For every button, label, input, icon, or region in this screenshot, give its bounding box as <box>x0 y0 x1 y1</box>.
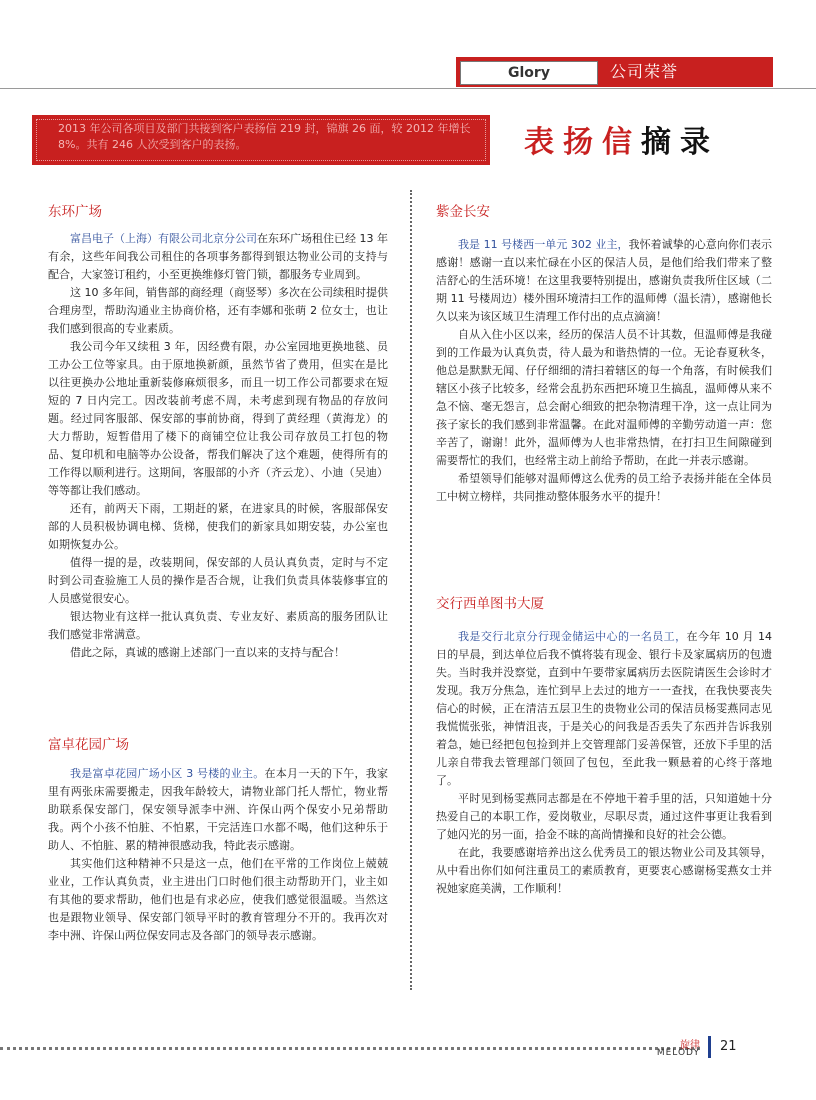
page-number: 21 <box>720 1039 737 1054</box>
section-heading-fuzhuo: 富卓花园广场 <box>48 737 129 753</box>
paragraph: 平时见到杨雯燕同志都是在不停地干着手里的活，只知道她十分热爱自己的本职工作，爱岗敬业，尽职尽责，通过这件事更让我看到了她闪光的另一面，拾金不昧的高尚情操和良好的社会公德。 <box>436 792 772 841</box>
paragraph <box>48 765 388 855</box>
section-body-jiaohang <box>436 628 772 898</box>
paragraph <box>436 236 772 326</box>
section-body-fuzhuo <box>48 765 388 945</box>
page-title <box>524 117 719 161</box>
paragraph: 自从入住小区以来，经历的保洁人员不计其数，但温师傅是我碰到的工作最为认真负责，待人最为和谐热情的一位。无论春夏秋冬，他总是默默无闻、仔仔细细的清扫着辖区的每一个角落，有时候我们辖区小孩子比较多，经常会乱扔东西把环境卫生搞乱，温师傅从来不急不恼、毫无怨言，总会耐心细致的把杂物清理干净，这一点让同为孩子家长的我们感到非常温馨。在此对温师傅的辛勤劳动道一声：您辛苦了，谢谢！此外，温师傅为人也非常热情，在打扫卫生间隙碰到需要帮忙的我们，也经常主动上前给予帮助，在此一并表示感谢。 <box>436 328 772 467</box>
page-title-red: 表扬信 <box>524 125 641 160</box>
letter-author: 我是富卓花园广场小区 3 号楼的业主。 <box>70 767 265 780</box>
paragraph: 在此，我要感谢培养出这么优秀员工的银达物业公司及其领导，从中看出你们如何注重员工的素质教育，更要衷心感谢杨雯燕女士并祝她家庭美满，工作顺利！ <box>436 846 772 895</box>
section-body-donghuan <box>48 230 388 662</box>
footer-rule <box>0 1047 700 1050</box>
magazine-logo-en: MELODY <box>656 1048 700 1058</box>
footer-bar <box>708 1036 711 1058</box>
paragraph-text: 我怀着诚挚的心意向你们表示感谢！感谢一直以来忙碌在小区的保洁人员，是他们给我们带来了整洁舒心的生活环境！在这里我要特别提出，感谢负责我所住区域（二期 11 号楼周边）楼外围环境清扫工作的温师傅（温长清），感谢他长久以来为该区域卫生清理工作付出的点点滴滴！ <box>436 238 772 323</box>
paragraph: 其实他们这种精神不只是这一点，他们在平常的工作岗位上兢兢业业，工作认真负责，业主进出门口时他们很主动帮助开门，业主如有其他的要求帮助，他们也是有求必应，使我们感觉很温暖。当然这也是跟物业领导、保安部门领导平时的教育管理分不开的。我再次对李中洲、许保山两位保安同志及各部门的领导表示感谢。 <box>48 857 388 942</box>
page-title-black: 摘录 <box>641 125 719 160</box>
paragraph: 值得一提的是，改装期间，保安部的人员认真负责，定时与不定时到公司查验施工人员的操作是否合规，让我们负责具体装修事宜的人员感觉很安心。 <box>48 556 388 605</box>
paragraph: 借此之际，真诚的感谢上述部门一直以来的支持与配合！ <box>70 646 345 659</box>
section-body-zijin <box>436 236 772 506</box>
letter-author: 我是交行北京分行现金储运中心的一名员工， <box>458 630 687 643</box>
paragraph <box>48 230 388 284</box>
section-heading-jiaohang: 交行西单图书大厦 <box>436 596 544 612</box>
letter-author: 我是 11 号楼西一单元 302 业主， <box>458 238 629 251</box>
paragraph: 希望领导们能够对温师傅这么优秀的员工给予表扬并能在全体员工中树立榜样，共同推动整体服务水平的提升！ <box>436 472 772 503</box>
header-tag-en: Glory <box>460 61 598 85</box>
magazine-logo-cn: 旋律 <box>680 1040 700 1051</box>
paragraph-text: 在东环广场租住已经 13 年有余，这些年间我公司租住的各项事务都得到银达物业公司的支持与配合，大家签订租约，小至更换维修灯管门锁，都服务专业周到。 <box>48 232 388 281</box>
paragraph: 银达物业有这样一批认真负责、专业友好、素质高的服务团队让我们感觉非常满意。 <box>48 610 388 641</box>
column-divider <box>410 190 412 990</box>
paragraph <box>436 628 772 790</box>
paragraph: 我公司今年又续租 3 年，因经费有限，办公室园地更换地毯、员工办公工位等家具。由于原地换新颜，虽然节省了费用，但实在是比以往更换办公地址重新装修麻烦很多，而且一切工作公司都要求在短短的 7 日内完工。因改装前考虑不周，未考虑到现有物品的存放问题。经过同客服部、保安部的事前协商，得到了黄经理（黄海龙）的大力帮助，短暂借用了楼下的商铺空位让我公司存放员工打包的物品、复印机和电脑等办公设备，帮我们解决了这个难题，使得所有的工作得以顺利进行。这期间，客服部的小齐（齐云龙）、小迪（吴迪）等等都让我们感动。 <box>48 340 388 497</box>
summary-text: 2013 年公司各项目及部门共接到客户表扬信 219 封，锦旗 26 面，较 2012 年增长 8%。共有 246 人次受到客户的表扬。 <box>58 122 471 151</box>
paragraph-text: 在本月一天的下午，我家里有两张床需要搬走，因我年龄较大，请物业部门托人帮忙，物业帮助联系保安部门，保安领导派李中洲、许保山两个保安小兄弟帮助我。两个小孩不怕脏、不怕累，干完活连口水都不喝，他们这种乐于助人、不怕脏、累的精神很感动我，特此表示感谢。 <box>48 767 388 852</box>
section-heading-donghuan: 东环广场 <box>48 204 102 220</box>
paragraph: 这 10 多年间，销售部的商经理（商竖琴）多次在公司续租时提供合理房型，帮助沟通业主协商价格，还有李娜和张萌 2 位女士，也让我们感到很高的专业素质。 <box>48 286 388 335</box>
paragraph: 还有，前两天下雨，工期赶的紧，在进家具的时候，客服部保安部的人员积极协调电梯、货梯，使我们的新家具如期安装，办公室也如期恢复办公。 <box>48 502 388 551</box>
letter-author: 富昌电子（上海）有限公司北京分公司 <box>70 232 257 245</box>
header-tag-cn: 公司荣誉 <box>610 62 679 81</box>
paragraph-text: 在今年 10 月 14 日的早晨，到达单位后我不慎将装有现金、银行卡及家属病历的包遗失。当时我并没察觉，直到中午要带家属病历去医院请医生会诊时才发现。我万分焦急，连忙到早上去过的地方一一查找，在我快要丧失信心的时候，正在清洁五层卫生的贵物业公司的保洁员杨雯燕同志见我慌慌张张，神情沮丧，于是关心的问我是否丢失了东西并告诉我别着急，她已经把包包捡到并上交管理部门妥善保管，还放下手里的活儿亲自带我去管理部门领回了包包，至此我一颗悬着的心终于落地了。 <box>436 630 773 787</box>
section-heading-zijin: 紫金长安 <box>436 204 490 220</box>
header-rule <box>0 88 816 89</box>
